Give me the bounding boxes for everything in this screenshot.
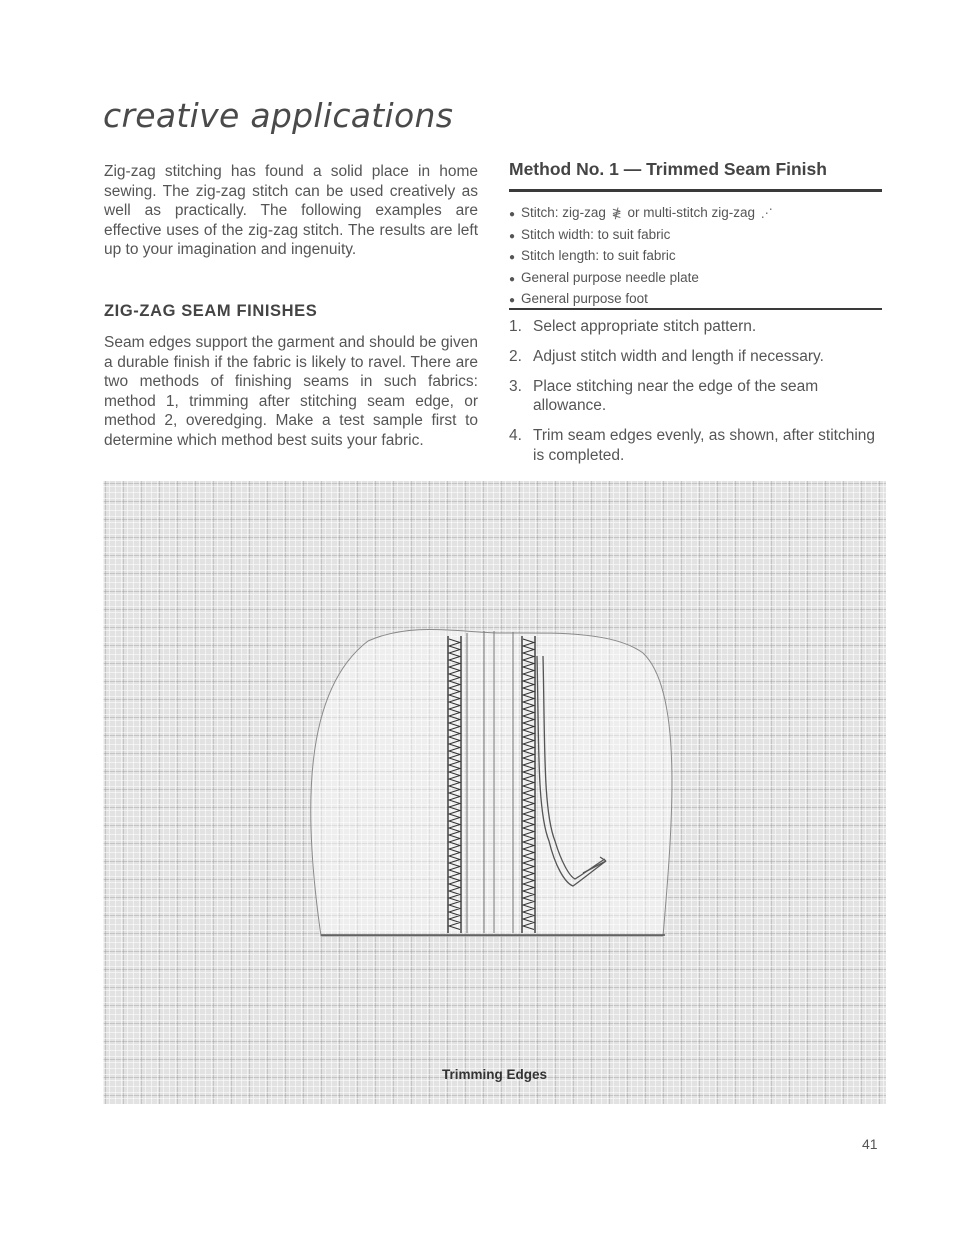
spec-stitch-label: Stitch: zig-zag [521,205,606,220]
fabric-swatch [311,629,672,936]
step-text: Trim seam edges evenly, as shown, after stitching is completed. [533,427,876,464]
method-title: Method No. 1 — Trimmed Seam Finish [509,159,827,179]
step-number: 3. [509,377,522,395]
spec-width: ● Stitch width: to suit fabric [509,226,671,242]
page-title: creative applications [103,96,454,135]
spec-stitch-alt: or multi-stitch zig-zag [627,205,755,220]
spec-length-label: Stitch length: to suit fabric [521,248,676,263]
spec-length: ● Stitch length: to suit fabric [509,248,676,263]
step-text: Place stitching near the edge of the seam allowance. [533,377,819,415]
step-item [509,426,887,466]
spec-width-label: Stitch width: to suit fabric [521,226,671,242]
spec-foot-label: General purpose foot [521,291,648,306]
spec-plate: ● General purpose needle plate [509,269,699,285]
steps-list [509,317,887,476]
figure-panel [103,481,886,1104]
spec-list [509,203,775,311]
bottom-divider [509,308,882,310]
section-paragraph: Seam edges support the garment and should be given a durable finish if the fabric is likely to ravel. There are two methods of finishing seams in such fabrics: method 1, trimming after stitching seam edge, or method 2, overedging. Make a test sample first to determine which method best suits your fabric. [104,334,478,449]
intro-paragraph: Zig-zag stitching has found a solid place in home sewing. The zig-zag stitch can be used creatively as well as practically. The following examples are effective uses of the zig-zag stitch. The results are left up to your imagination and ingenuity. [104,163,478,259]
figure-caption: Trimming Edges [441,1067,548,1082]
step-item [509,377,887,417]
section-heading: ZIG-ZAG SEAM FINISHES [104,302,318,320]
step-item [509,347,887,367]
page-number: 41 [862,1136,878,1152]
zig-zag-stitch-icon: ≹ [611,206,622,220]
step-number: 1. [509,318,522,335]
step-text: Adjust stitch width and length if necessary. [533,347,824,365]
spec-foot: ● General purpose foot [509,291,648,306]
step-number: 4. [509,427,522,445]
multi-stitch-zig-zag-icon: ⋰ [760,206,773,220]
step-item [509,317,887,337]
trimmed-seam-fabric-illustration [103,481,886,1104]
step-number: 2. [509,347,522,365]
spec-plate-label: General purpose needle plate [521,269,699,285]
top-divider [509,189,882,192]
spec-stitch: ● Stitch: zig-zag ≹ or multi-stitch zig-zag ⋰ [509,205,773,220]
step-text: Select appropriate stitch pattern. [533,318,757,335]
